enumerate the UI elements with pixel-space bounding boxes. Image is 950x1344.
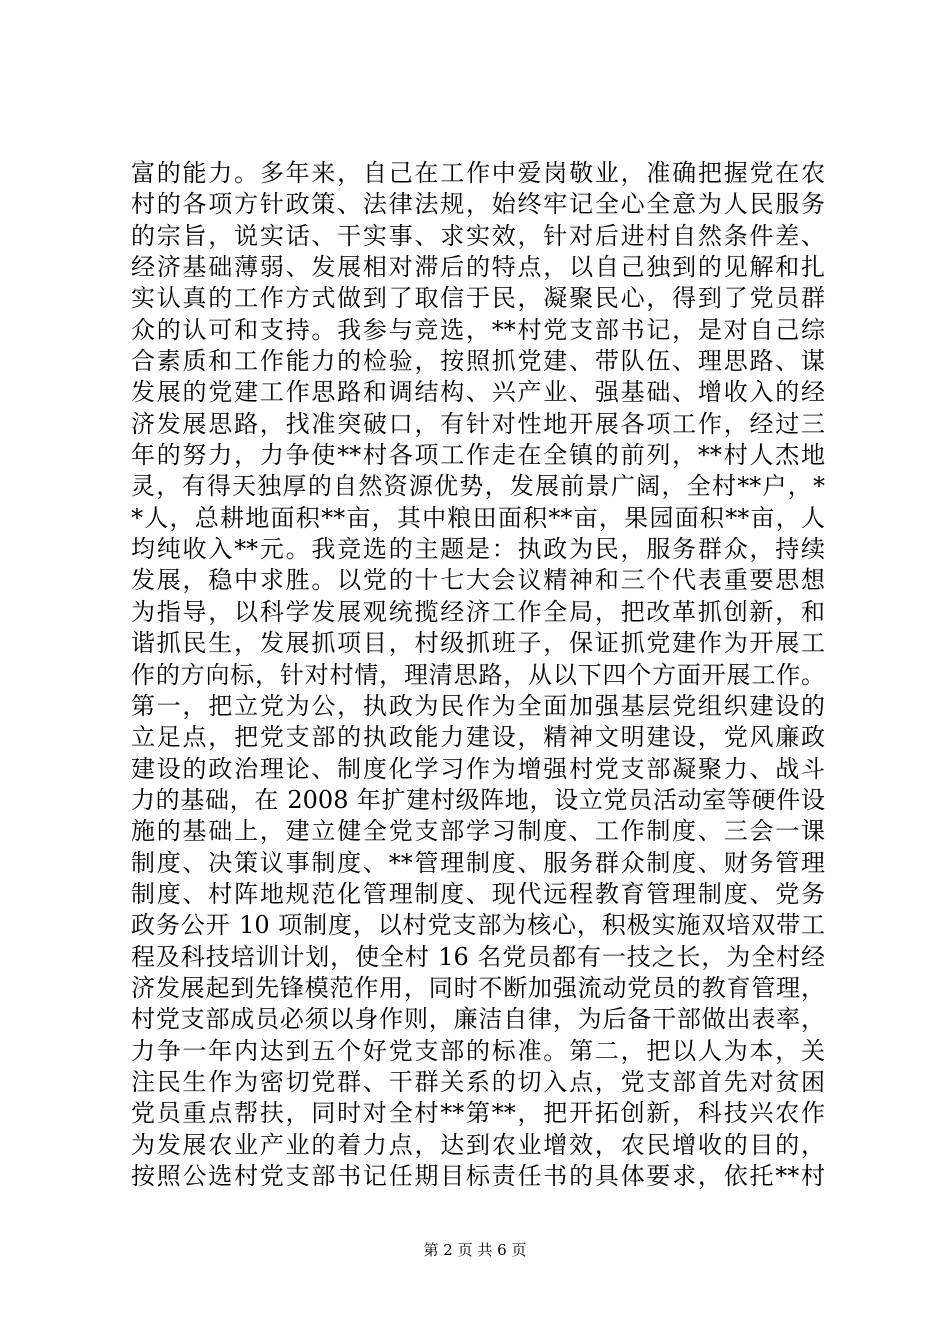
text-line: 制度、决策议事制度、**管理制度、服务群众制度、财务管理 [131, 848, 825, 877]
text-line: 作的方向标，针对村情，理清思路，从以下四个方面开展工作。 [131, 660, 825, 689]
text-line: 实认真的工作方式做到了取信于民，凝聚民心，得到了党员群 [131, 284, 825, 313]
text-line: 村的各项方针政策、法律法规，始终牢记全心全意为人民服务 [131, 190, 825, 219]
body-text [131, 158, 825, 1192]
text-line: 为指导，以科学发展观统揽经济工作全局，把改革抓创新，和 [131, 597, 825, 626]
text-line: 富的能力。多年来，自己在工作中爱岗敬业，准确把握党在农 [131, 159, 825, 187]
text-line: 注民生作为密切党群、干群关系的切入点，党支部首先对贫困 [131, 1067, 825, 1096]
text-line: 第一，把立党为公，执政为民作为全面加强基层党组织建设的 [131, 691, 825, 720]
text-line: 立足点，把党支部的执政能力建设，精神文明建设，党风廉政 [131, 723, 825, 752]
text-line: 年的努力，力争使**村各项工作走在全镇的前列，**村人杰地 [131, 441, 825, 470]
text-line: 为发展农业产业的着力点，达到农业增效，农民增收的目的， [131, 1130, 825, 1159]
text-line: 济发展思路，找准突破口，有针对性地开展各项工作，经过三 [131, 409, 825, 438]
text-line: 村党支部成员必须以身作则，廉洁自律，为后备干部做出表率， [131, 1005, 825, 1034]
text-line: 党员重点帮扶，同时对全村**第**，把开拓创新，科技兴农作 [131, 1099, 825, 1128]
text-line: 建设的政治理论、制度化学习作为增强村党支部凝聚力、战斗 [131, 754, 825, 783]
text-line: 力争一年内达到五个好党支部的标准。第二，把以人为本，关 [131, 1036, 825, 1065]
text-line: 发展，稳中求胜。以党的十七大会议精神和三个代表重要思想 [131, 566, 825, 595]
text-line: 合素质和工作能力的检验，按照抓党建、带队伍、理思路、谋 [131, 347, 825, 376]
text-line: 济发展起到先锋模范作用，同时不断加强流动党员的教育管理， [131, 973, 825, 1002]
text-line: 均纯收入**元。我竞选的主题是：执政为民，服务群众，持续 [131, 535, 825, 564]
text-line: 众的认可和支持。我参与竞选，**村党支部书记，是对自己综 [131, 315, 825, 344]
text-line: 谐抓民生，发展抓项目，村级抓班子，保证抓党建作为开展工 [131, 629, 825, 658]
text-line: 力的基础，在 2008 年扩建村级阵地，设立党员活动室等硬件设 [131, 785, 825, 814]
text-line: 的宗旨，说实话、干实事、求实效，针对后进村自然条件差、 [131, 221, 825, 250]
text-line: 施的基础上，建立健全党支部学习制度、工作制度、三会一课 [131, 817, 825, 846]
text-line: 程及科技培训计划，使全村 16 名党员都有一技之长，为全村经 [131, 942, 825, 971]
text-line: 经济基础薄弱、发展相对滞后的特点，以自己独到的见解和扎 [131, 253, 825, 282]
text-line: 制度、村阵地规范化管理制度、现代远程教育管理制度、党务 [131, 879, 825, 908]
text-line: *人，总耕地面积**亩，其中粮田面积**亩，果园面积**亩，人 [131, 503, 825, 532]
page-footer: 第 2 页 共 6 页 [423, 1241, 527, 1259]
text-line: 发展的党建工作思路和调结构、兴产业、强基础、增收入的经 [131, 378, 825, 407]
text-line: 政务公开 10 项制度，以村党支部为核心，积极实施双培双带工 [131, 911, 825, 940]
text-line: 灵，有得天独厚的自然资源优势，发展前景广阔，全村**户，* [131, 472, 825, 501]
text-line: 按照公选村党支部书记任期目标责任书的具体要求，依托**村 [131, 1162, 825, 1190]
